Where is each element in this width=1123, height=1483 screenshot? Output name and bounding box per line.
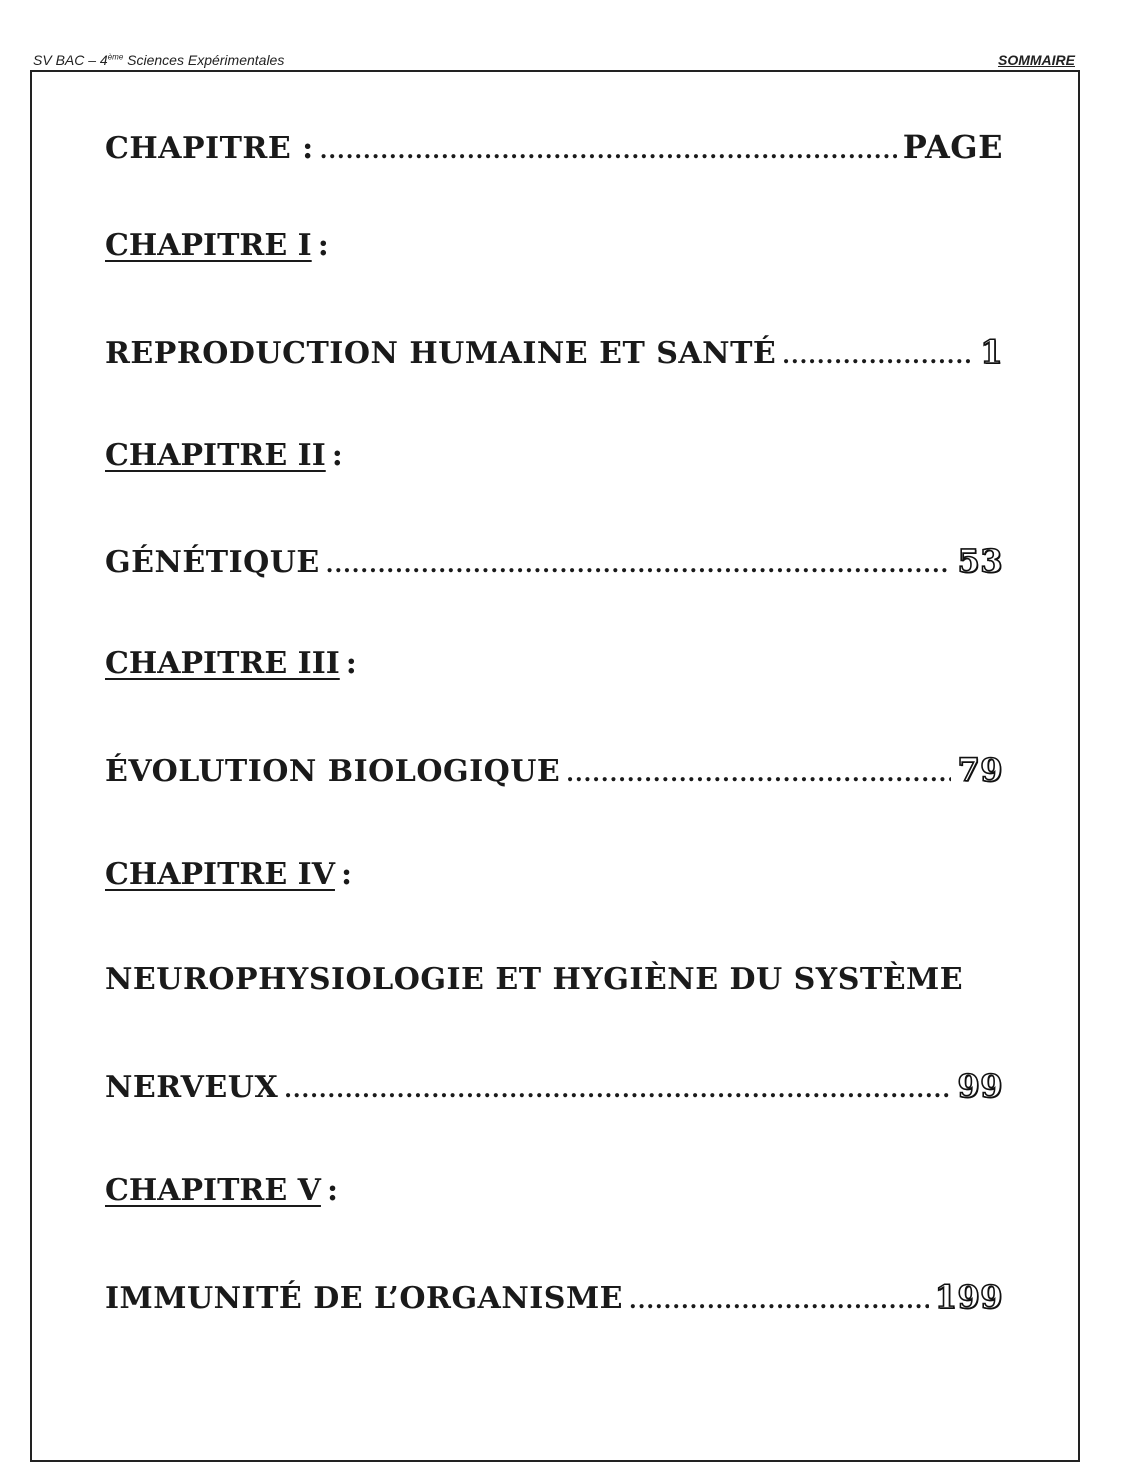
header-course-title: SV BAC – 4ème Sciences Expérimentales [33,52,285,68]
dot-leader [326,552,952,578]
chapter-heading: CHAPITRE V : [105,1173,339,1208]
dot-leader [629,1288,929,1314]
toc-entry-title: GÉNÉTIQUE [105,545,320,580]
toc-header-page: PAGE [902,128,1003,166]
toc-entry-title-first-line: NEUROPHYSIOLOGIE ET HYGIÈNE DU SYSTÈME [105,962,964,997]
chapter-heading: CHAPITRE II : [105,438,343,473]
toc-entry-page: 1 [980,333,1003,371]
dot-leader [320,138,897,164]
header-section-title: SOMMAIRE [998,52,1075,68]
toc-header-row [105,128,1003,176]
toc-entry-page: 79 [957,751,1003,789]
toc-entry-title: IMMUNITÉ DE L’ORGANISME [105,1281,624,1316]
dot-leader [566,761,951,787]
toc-entry-title: NERVEUX [105,1070,279,1105]
dot-leader [284,1077,951,1103]
toc-entry-title: ÉVOLUTION BIOLOGIQUE [105,754,561,789]
chapter-heading: CHAPITRE IV : [105,857,353,892]
toc-entry[interactable] [105,751,1003,799]
chapter-heading: CHAPITRE I : [105,228,329,263]
toc-entry-page: 99 [957,1067,1003,1105]
toc-entry[interactable] [105,542,1003,590]
toc-entry-page: 199 [934,1278,1003,1316]
dot-leader [782,343,974,369]
toc-entry-title-line [105,962,1003,1010]
toc-entry[interactable] [105,333,1003,381]
toc-header-label: CHAPITRE : [105,131,314,166]
toc-entry-page: 53 [957,542,1003,580]
toc-entry-title: REPRODUCTION HUMAINE ET SANTÉ [105,336,777,371]
chapter-heading: CHAPITRE III : [105,646,357,681]
toc-entry[interactable] [105,1278,1003,1326]
page-header [33,52,1075,72]
toc-entry[interactable] [105,1067,1003,1115]
